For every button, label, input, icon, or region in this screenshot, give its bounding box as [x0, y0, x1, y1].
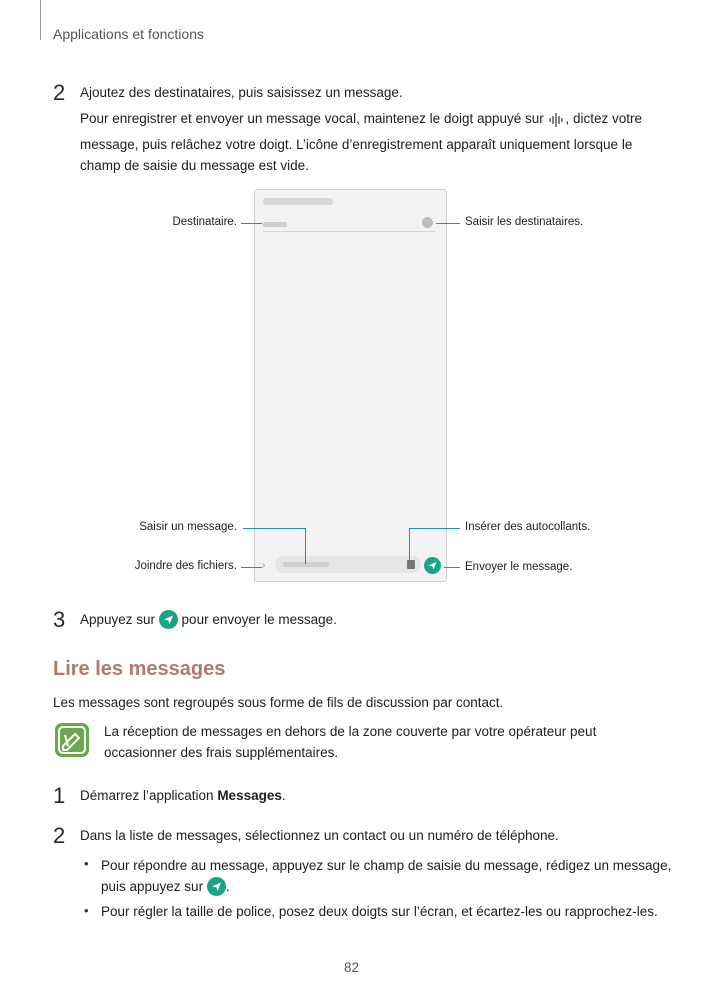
message-hint-placeholder	[283, 562, 329, 567]
step3-text	[80, 610, 337, 635]
step-description-line2: message, puis relâchez votre doigt. L’icône d’enregistrement apparaît uniquement lorsque le	[80, 137, 633, 152]
add-recipient-icon	[422, 217, 433, 228]
send-icon	[207, 877, 226, 902]
step-number: 2	[53, 80, 66, 105]
step-read-1-before: Démarrez l’application	[80, 788, 218, 803]
callout-line-message-h	[243, 528, 306, 529]
note-line1: La réception de messages en dehors de la zone couverte par votre opérateur peut	[104, 724, 597, 739]
step-read-2: Dans la liste de messages, sélectionnez un contact ou un numéro de téléphone.	[80, 828, 559, 843]
callout-line-send	[444, 567, 460, 568]
step-read-1	[80, 786, 286, 806]
section-intro: Les messages sont regroupés sous forme de fils de discussion par contact.	[53, 695, 504, 710]
note-icon	[54, 722, 90, 758]
callout-send-message: Envoyer le message.	[465, 561, 573, 573]
callout-line-stickers-v	[409, 528, 410, 564]
callout-insert-stickers: Insérer des autocollants.	[465, 521, 591, 533]
bullet-1	[101, 855, 671, 902]
step-description	[80, 108, 670, 176]
step-read-1-after: .	[281, 788, 286, 803]
step3-before: Appuyez sur	[80, 612, 159, 627]
message-input-placeholder	[275, 556, 421, 573]
step-number: 2	[53, 823, 66, 848]
phone-screenshot	[254, 189, 447, 582]
bullet-1-before: puis appuyez sur	[101, 879, 207, 894]
callout-attach-files: Joindre des fichiers.	[134, 560, 237, 572]
note-line2: occasionner des frais supplémentaires.	[104, 745, 339, 760]
header-title: Applications et fonctions	[53, 26, 204, 42]
bullet-2: Pour régler la taille de police, posez deux doigts sur l’écran, et écartez-les ou rapprochez-les.	[101, 904, 658, 919]
screen-title-placeholder	[263, 198, 333, 205]
line1-part-b: , dictez votre	[565, 111, 643, 126]
step-title: Ajoutez des destinataires, puis saisissez un message.	[80, 85, 403, 100]
recipient-divider	[263, 231, 435, 232]
callout-line-recipient	[241, 223, 262, 224]
step-read-1-app-name: Messages	[217, 788, 282, 803]
header-rule	[40, 0, 41, 40]
voice-record-icon	[548, 112, 566, 134]
attach-chevron-icon: ›	[262, 560, 266, 571]
send-icon	[159, 610, 178, 635]
step3-after: pour envoyer le message.	[177, 612, 337, 627]
note-text	[104, 721, 596, 763]
bullet-1-after: .	[225, 879, 230, 894]
step-description-line3: champ de saisie du message est vide.	[80, 158, 309, 173]
callout-line-stickers-h	[409, 528, 460, 529]
bullet-1-line1: Pour répondre au message, appuyez sur le champ de saisie du message, rédigez un message,	[101, 858, 672, 873]
step-number: 1	[53, 783, 66, 808]
bullet-dot: •	[84, 856, 89, 871]
recipient-field-placeholder	[263, 222, 287, 227]
callout-enter-message: Saisir un message.	[139, 521, 237, 533]
bullet-dot: •	[84, 903, 89, 918]
step-description-line1	[80, 108, 670, 134]
page-number: 82	[343, 960, 360, 975]
send-button-icon	[424, 557, 441, 574]
callout-recipient: Destinataire.	[172, 216, 237, 228]
step-number: 3	[53, 607, 66, 632]
line1-part-a: Pour enregistrer et envoyer un message vocal, maintenez le doigt appuyé sur	[80, 111, 548, 126]
callout-enter-recipients: Saisir les destinataires.	[465, 216, 584, 228]
section-title: Lire les messages	[53, 658, 226, 680]
callout-line-attach	[241, 567, 262, 568]
bullet-1-line2	[101, 876, 671, 902]
callout-line-message-v	[305, 528, 306, 564]
callout-line-enter-recipients	[436, 223, 460, 224]
